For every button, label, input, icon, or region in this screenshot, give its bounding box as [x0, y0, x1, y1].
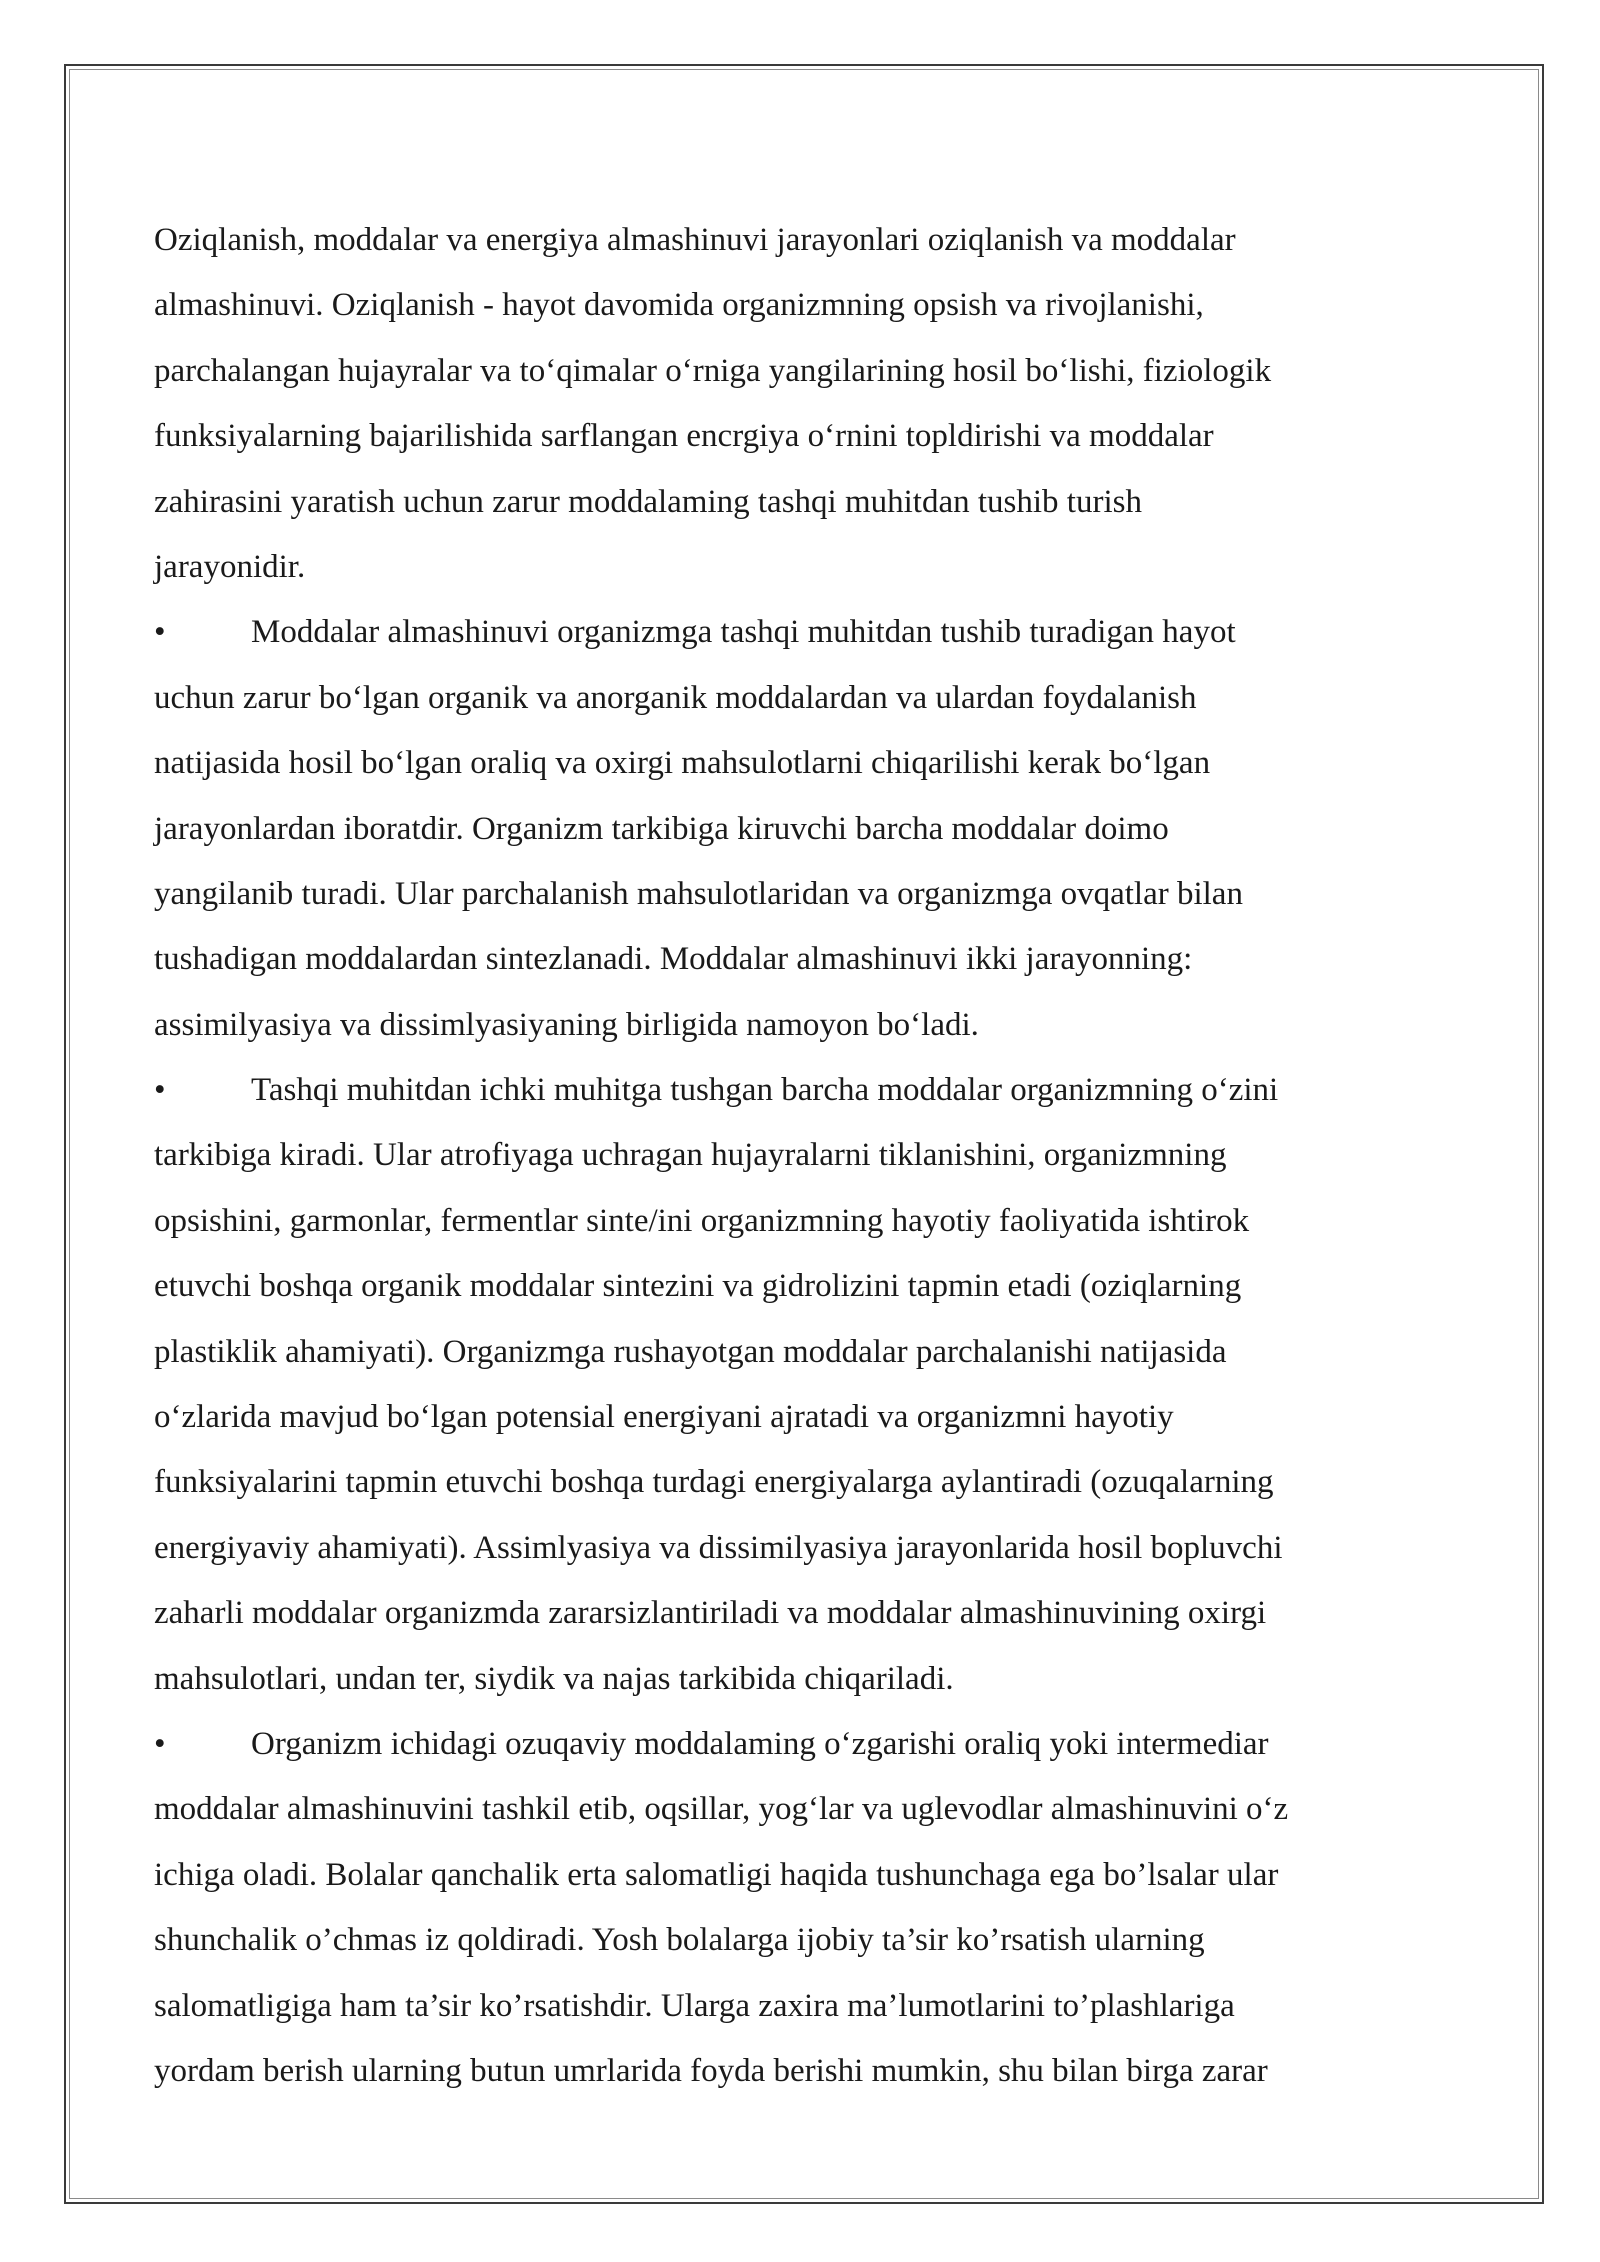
text-line: natijasida hosil bo‘lgan oraliq va oxirgi mahsulotlarni chiqarilishi kerak bo‘lgan	[154, 745, 1211, 782]
text-line: opsishini, garmonlar, fermentlar sinte/ini organizmning hayotiy faoliyatida ishtirok	[154, 1202, 1250, 1239]
bullet-text: Moddalar almashinuvi organizmga tashqi muhitdan tushib turadigan hayot	[251, 614, 1236, 651]
text-line: tushadigan moddalardan sintezlanadi. Moddalar almashinuvi ikki jarayonning:	[154, 941, 1193, 978]
text-line: zahirasini yaratish uchun zarur moddalaming tashqi muhitdan tushib turish	[154, 483, 1142, 520]
text-line: Oziqlanish, moddalar va energiya almashinuvi jarayonlari oziqlanish va moddalar	[154, 222, 1236, 258]
text-line: parchalangan hujayralar va to‘qimalar o‘rniga yangilarining hosil bo‘lishi, fiziologik	[154, 352, 1272, 389]
text-line: tarkibiga kiradi. Ular atrofiyaga uchragan hujayralarni tiklanishini, organizmning	[154, 1137, 1227, 1174]
text-line: jarayonlardan iboratdir. Organizm tarkibiga kiruvchi barcha moddalar doimo	[154, 810, 1169, 847]
text-line: shunchalik o’chmas iz qoldiradi. Yosh bolalarga ijobiy ta’sir ko’rsatish ularning	[154, 1922, 1205, 1959]
bullet-marker: •	[154, 1072, 166, 1109]
text-line: ichiga oladi. Bolalar qanchalik erta salomatligi haqida tushunchaga ega bo’lsalar ular	[154, 1856, 1279, 1893]
text-line: yangilanib turadi. Ular parchalanish mahsulotlaridan va organizmga ovqatlar bilan	[154, 875, 1243, 912]
text-line: assimilyasiya va dissimlyasiyaning birligida namoyon bo‘ladi.	[154, 1006, 979, 1043]
bullet-line	[154, 600, 1454, 665]
bullet-marker: •	[154, 1725, 166, 1762]
text-line: zaharli moddalar organizmda zararsizlantiriladi va moddalar almashinuvining oxirgi	[154, 1595, 1267, 1632]
bullet-text: Organizm ichidagi ozuqaviy moddalaming o‘zgarishi oraliq yoki intermediar	[251, 1725, 1269, 1762]
text-line: jarayonidir.	[154, 548, 306, 585]
bullet-line	[154, 1712, 1454, 1777]
text-line: funksiyalarini tapmin etuvchi boshqa turdagi energiyalarga aylantiradi (ozuqalarning	[154, 1464, 1274, 1501]
text-line: energiyaviy ahamiyati). Assimlyasiya va dissimilyasiya jarayonlarida hosil bopluvchi	[154, 1529, 1283, 1566]
text-line: salomatligiga ham ta’sir ko’rsatishdir. Ularga zaxira ma’lumotlarini to’plashlariga	[154, 1987, 1235, 2024]
text-line: mahsulotlari, undan ter, siydik va najas tarkibida chiqariladi.	[154, 1660, 954, 1697]
text-line: yordam berish ularning butun umrlarida foyda berishi mumkin, shu bilan birga zarar	[154, 2052, 1268, 2089]
bullet-marker: •	[154, 614, 166, 651]
text-line: uchun zarur bo‘lgan organik va anorganik moddalardan va ulardan foydalanish	[154, 679, 1197, 716]
text-line: plastiklik ahamiyati). Organizmga rushayotgan moddalar parchalanishi natijasida	[154, 1333, 1227, 1370]
text-line: funksiyalarning bajarilishida sarflangan encrgiya o‘rnini topldirishi va moddalar	[154, 418, 1214, 455]
text-line: etuvchi boshqa organik moddalar sintezini va gidrolizini tapmin etadi (oziqlarning	[154, 1268, 1242, 1305]
bullet-line	[154, 1058, 1454, 1123]
text-line: o‘zlarida mavjud bo‘lgan potensial energiyani ajratadi va organizmni hayotiy	[154, 1399, 1174, 1436]
text-line: almashinuvi. Oziqlanish - hayot davomida organizmning opsish va rivojlanishi,	[154, 287, 1204, 324]
bullet-text: Tashqi muhitdan ichki muhitga tushgan barcha moddalar organizmning o‘zini	[251, 1072, 1279, 1109]
document-body	[154, 208, 1454, 2104]
text-line: moddalar almashinuvini tashkil etib, oqsillar, yog‘lar va uglevodlar almashinuvini o‘z	[154, 1791, 1289, 1828]
